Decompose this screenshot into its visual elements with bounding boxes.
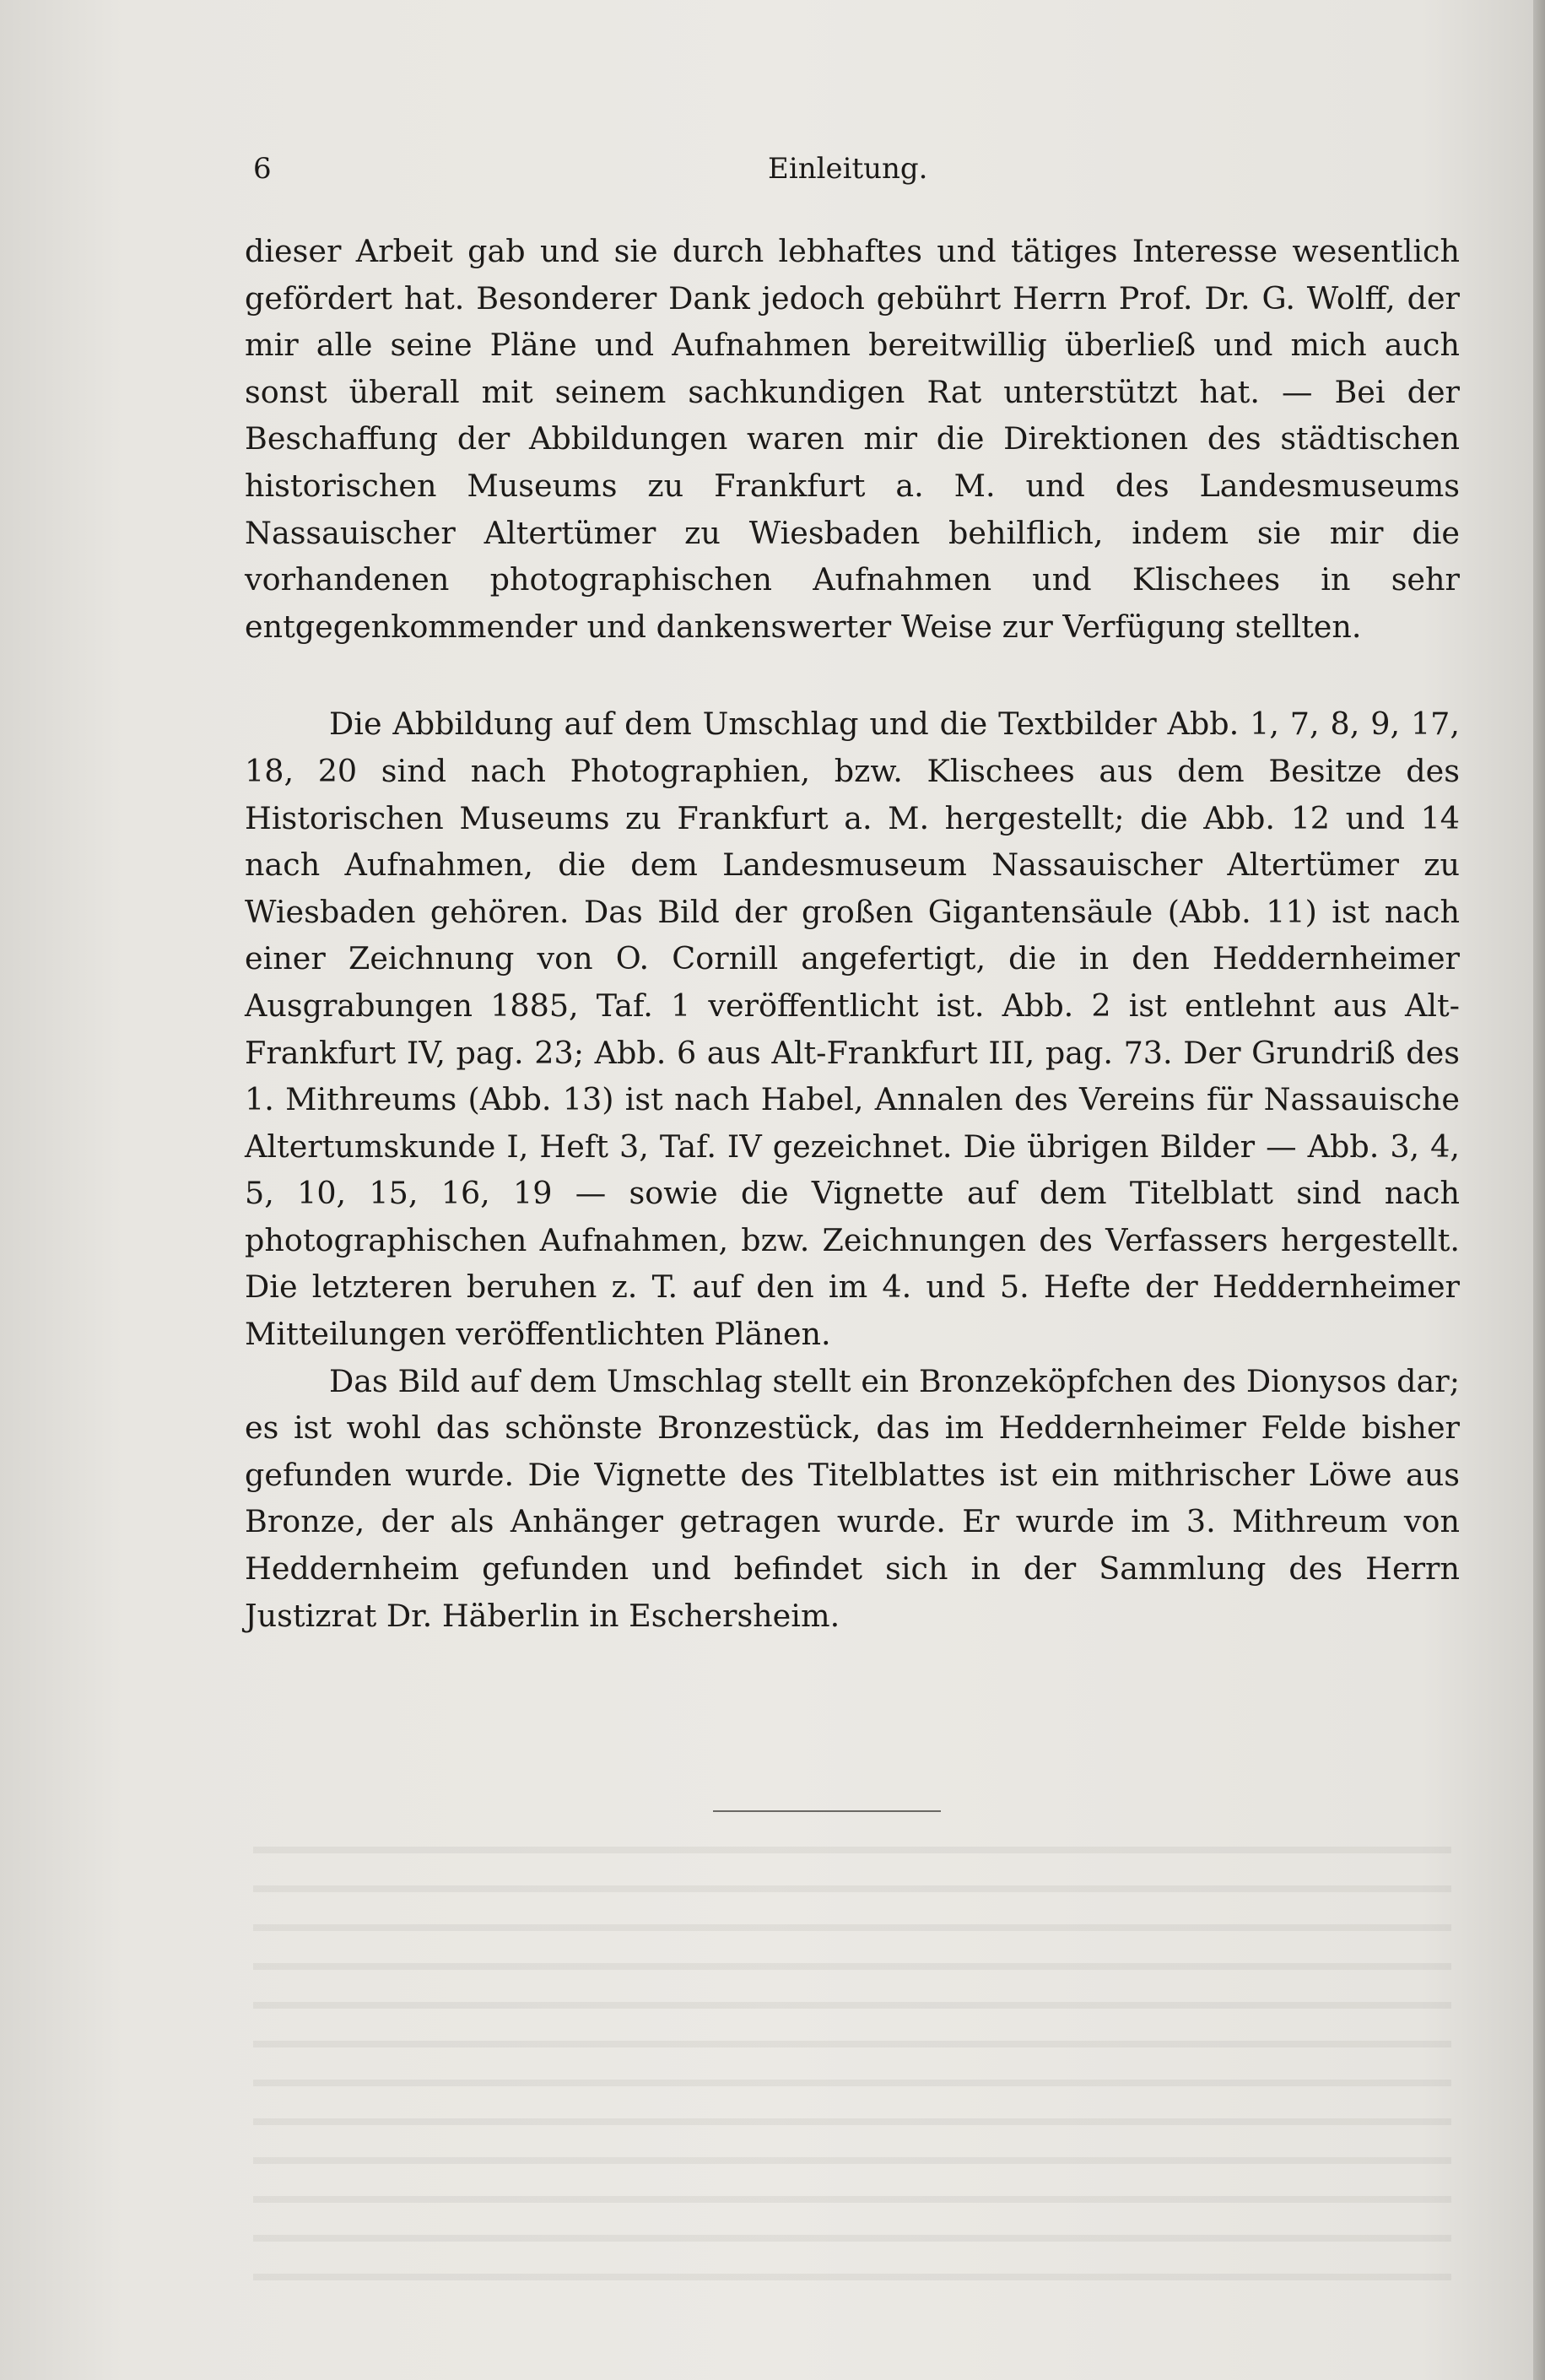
section-divider [713,1810,941,1812]
page-header [253,152,1464,194]
page-edge-shadow [1533,0,1545,2380]
paragraph-cover-and-vignette: Das Bild auf dem Umschlag stellt ein Bronzeköpfchen des Dionysos dar; es ist wohl das schönste Bronzestück, das im Heddernheimer Felde bisher gefunden wurde. Die Vignette des Titelblattes ist ein mithrischer Löwe aus Bronze, der als Anhänger getragen wurde. Er wurde im 3. Mithreum von Heddernheim gefunden und befindet sich in der Sammlung des Herrn Justizrat Dr. Häberlin in Eschersheim. [245,1362,1460,1634]
paragraph-acknowledgements: dieser Arbeit gab und sie durch lebhaftes und tätiges Interesse wesentlich gefördert hat. Besonderer Dank jedoch gebührt Herrn Prof. Dr. G. Wolff, der mir alle seine Pläne und Aufnahmen bereitwillig überließ und mich auch sonst überall mit seinem sachkundigen Rat unterstützt hat. — Bei der Beschaffung der Abbildungen waren mir die Direktionen des städtischen historischen Museums zu Frankfurt a. M. und des Landesmuseums Nassauischer Altertümer zu Wiesbaden behilflich, indem sie mir die vorhandenen photographischen Aufnahmen und Klischees in sehr entgegenkommender und dankenswerter Weise zur Verfügung stellten. [245,233,1460,645]
page-number: 6 [253,152,272,186]
paragraph-illustration-sources: Die Abbildung auf dem Umschlag und die Textbilder Abb. 1, 7, 8, 9, 17, 18, 20 sind nach Photographien, bzw. Klischees aus dem Besitze des Historischen Museums zu Frankfurt a. M. hergestellt; die Abb. 12 und 14 nach Aufnahmen, die dem Landesmuseum Nassauischer Altertümer zu Wiesbaden gehören. Das Bild der großen Gigantensäule (Abb. 11) ist nach einer Zeichnung von O. Cornill angefertigt, die in den Heddernheimer Ausgrabungen 1885, Taf. 1 veröffentlicht ist. Abb. 2 ist entlehnt aus Alt-Frankfurt IV, pag. 23; Abb. 6 aus Alt-Frankfurt III, pag. 73. Der Grundriß des 1. Mithreums (Abb. 13) ist nach Habel, Annalen des Vereins für Nassauische Altertumskunde I, Heft 3, Taf. IV gezeichnet. Die übrigen Bilder — Abb. 3, 4, 5, 10, 15, 16, 19 — sowie die Vignette auf dem Titelblatt sind nach photographischen Aufnahmen, bzw. Zeichnungen des Verfassers hergestellt. Die letzteren beruhen z. T. auf den im 4. und 5. Hefte der Heddernheimer Mitteilungen veröffentlichten Plänen. [245,706,1460,1353]
body-text [245,228,1460,1639]
show-through-text [253,1815,1451,2287]
running-title: Einleitung. [768,152,928,186]
